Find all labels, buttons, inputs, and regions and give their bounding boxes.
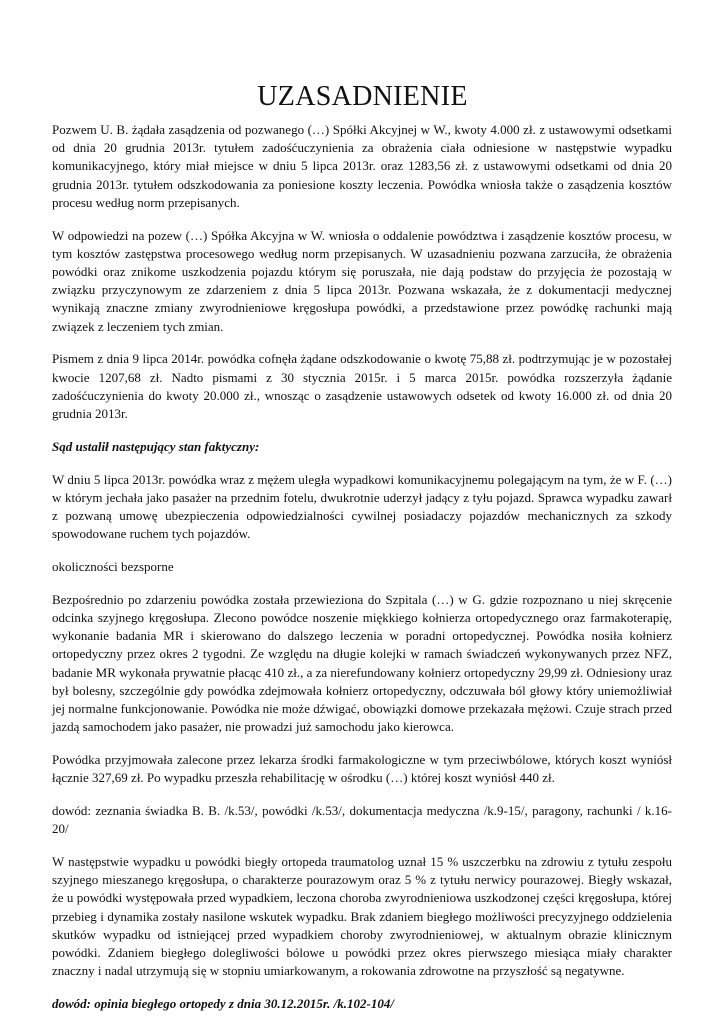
evidence-note-expert-opinion: dowód: opinia biegłego ortopedy z dnia 30.12.2015r. /k.102-104/	[52, 996, 394, 1012]
section-heading-facts: Sąd ustalił następujący stan faktyczny:	[52, 438, 260, 454]
evidence-note-testimony: dowód: zeznania świadka B. B. /k.53/, powódki /k.53/, dokumentacja medyczna /k.9-15/, paragony, rachunki / k.16-20/	[52, 803, 672, 837]
paragraph-medication-costs: Powódka przyjmowała zalecone przez lekarza środki farmakologiczne w tym przeciwbólowe, których koszt wyniósł łącznie 327,69 zł. Po wypadku przeszła rehabilitację w ośrodku (…) której koszt wyniósł 440 zł.	[52, 752, 672, 786]
paragraph-accident: W dniu 5 lipca 2013r. powódka wraz z mężem uległa wypadkowi komunikacyjnemu polegającym na tym, że w F. (…) w którym jechała jako pasażer na przednim fotelu, dwukrotnie uderzył jadący z tyłu pojazd. Sprawca wypadku zawarł z pozwaną umowę ubezpieczenia odpowiedzialności cywilnej posiadaczy pojazdów mechanicznych za szkody spowodowane ruchem tych pojazdów.	[52, 471, 672, 542]
document-title: UZASADNIENIE	[257, 81, 468, 112]
document-body	[52, 121, 672, 1028]
paragraph-expert-findings: W następstwie wypadku u powódki biegły ortopeda traumatolog uznał 15 % uszczerbku na zdrowiu z tytułu zespołu szyjnego mieszanego kręgosłupa, o charakterze pourazowym oraz 5 % z tytułu nerwicy pourazowej. Biegły wskazał, że u powódki występowała przed wypadkiem, leczona choroba zwyrodnieniowa uszkodzonej części kręgosłupa, której przebieg i dynamika zostały nasilone wskutek wypadku. Brak zdaniem biegłego możliwości precyzyjnego oddzielenia skutków wypadku od istniejącej przed wypadkiem choroby zwyrodnieniowej, w aktualnym obrazie klinicznym powódki. Zdaniem biegłego dolegliwości bólowe u powódki przez okres pierwszego miesiąca miały charakter znaczny i nadal utrzymują się w stopniu umiarkowanym, a rokowania zdrowotne na przyszłość są negatywne.	[52, 854, 672, 979]
note-undisputed-circumstances: okoliczności bezsporne	[52, 559, 174, 575]
paragraph-claim-modification: Pismem z dnia 9 lipca 2014r. powódka cofnęła żądane odszkodowanie o kwotę 75,88 zł. podtrzymując je w pozostałej kwocie 1207,68 zł. Nadto pismami z 30 stycznia 2015r. i 5 marca 2015r. powódka rozszerzyła żądanie zadośćuczynienia do kwoty 20.000 zł., wnosząc o zasądzenie ustawowych odsetek od kwoty 16.000 zł. od dnia 20 grudnia 2013r.	[52, 351, 672, 422]
paragraph-treatment: Bezpośrednio po zdarzeniu powódka została przewieziona do Szpitala (…) w G. gdzie rozpoznano u niej skręcenie odcinka szyjnego kręgosłupa. Zlecono powódce noszenie miękkiego kołnierza ortopedycznego oraz farmakoterapię, wykonanie badania MR i skierowano do dalszego leczenia w poradni ortopedycznej. Powódka nosiła kołnierz ortopedyczny przez okres 2 tygodni. Ze względu na długie kolejki w ramach świadczeń wykonywanych przez NFZ, badanie MR wykonała prywatnie płacąc 410 zł., a za nierefundowany kołnierz ortopedyczny 29,99 zł. Odniesiony uraz był bolesny, szczególnie gdy powódka zdejmowała kołnierz ortopedyczny, odczuwała ból głowy który uniemożliwiał jej normalne funkcjonowanie. Powódka nie może dźwigać, obowiązki domowe przekazała mężowi. Czuje strach przed jazdą samochodem jako pasażer, nie prowadzi już samochodu jako kierowca.	[52, 591, 672, 735]
paragraph-claim: Pozwem U. B. żądała zasądzenia od pozwanego (…) Spółki Akcyjnej w W., kwoty 4.000 zł. z ustawowymi odsetkami od dnia 20 grudnia 2013r. tytułem zadośćuczynienia za obrażenia ciała odniesione w następstwie wypadku komunikacyjnego, który miał miejsce w dniu 5 lipca 2013r. oraz 1283,56 zł. z ustawowymi odsetkami od dnia 20 grudnia 2013r. tytułem odszkodowania za poniesione koszty leczenia. Powódka wniosła także o zasądzenia kosztów procesu według norm przepisanych.	[52, 122, 672, 210]
paragraph-defendant-response: W odpowiedzi na pozew (…) Spółka Akcyjna w W. wniosła o oddalenie powództwa i zasądzenie kosztów procesu, w tym kosztów zastępstwa procesowego według norm przepisanych. W uzasadnieniu pozwana zarzuciła, że obrażenia powódki oraz znikome uszkodzenia pojazdu którym się poruszała, nie dają podstaw do przyjęcia że pozostają w związku przyczynowym ze zdarzeniem z dnia 5 lipca 2013r. Pozwana wskazała, że z dokumentacji medycznej wynikają znaczne zmiany zwyrodnieniowe kręgosłupa powódki, a przedstawione przez powódkę rachunki mają związek z leczeniem tych zmian.	[52, 227, 672, 334]
